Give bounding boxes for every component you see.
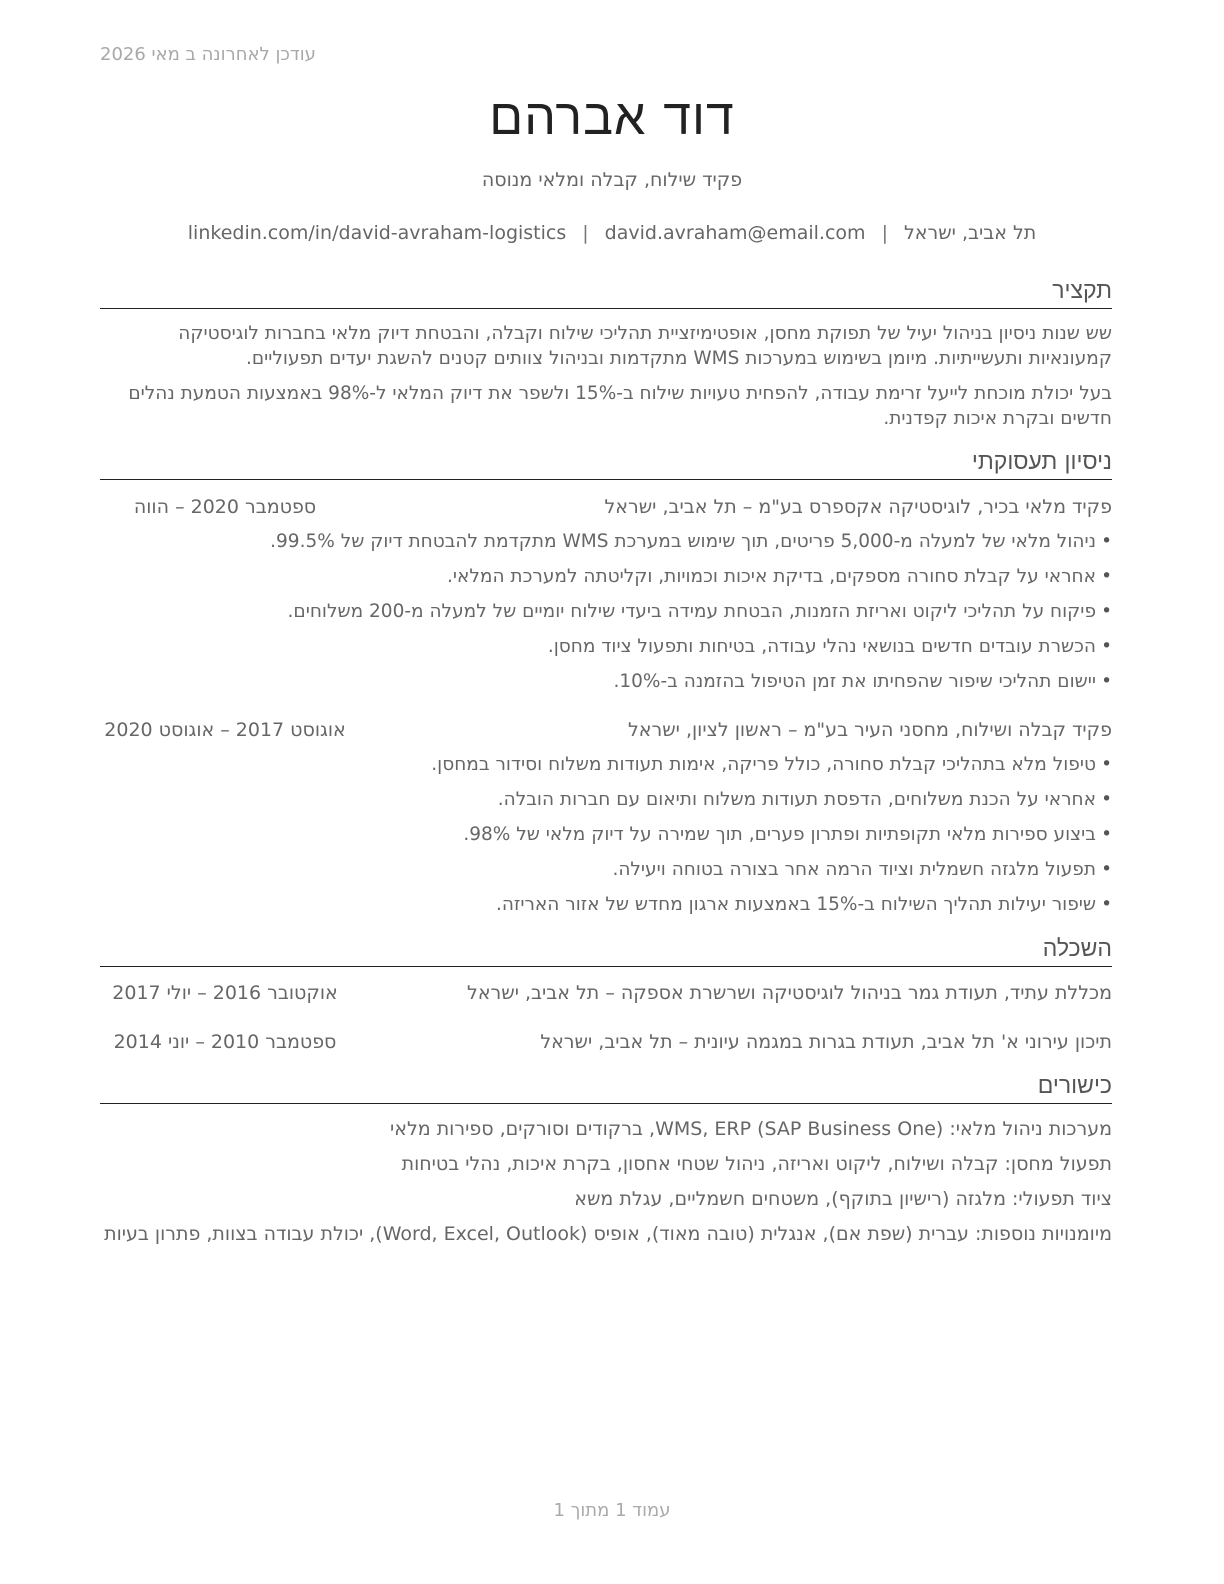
job-entry — [100, 717, 1112, 922]
job-bullet: • פיקוח על תהליכי ליקוט ואריזת הזמנות, הבטחת עמידה ביעדי שילוח יומיים של למעלה מ-200 משלוחים. — [100, 594, 1112, 629]
skills-list — [100, 1112, 1112, 1252]
email-link[interactable]: david.avraham@email.com — [604, 222, 866, 244]
education-text: מכללת עתיד, תעודת גמר בניהול לוגיסטיקה ושרשרת אספקה – תל אביב, ישראל — [467, 982, 1112, 1004]
job-dates: ספטמבר 2020 – הווה — [133, 496, 317, 518]
job-bullet: • יישום תהליכי שיפור שהפחיתו את זמן הטיפול בהזמנה ב-10%. — [100, 664, 1112, 699]
candidate-name: דוד אברהם — [489, 88, 735, 146]
job-dates: אוגוסט 2017 – אוגוסט 2020 — [104, 719, 346, 741]
summary-paragraph: שש שנות ניסיון בניהול יעיל של תפוקת מחסן, אופטימיזציית תהליכי שילוח וקבלה, והבטחת דיוק מלאי בחברות לוגיסטיקה קמעונאיות ותעשייתיות. מיומן בשימוש במערכות WMS מתקדמות ובניהול צוותים קטנים להשגת יעדים תפעוליים. — [178, 323, 1112, 369]
education-entry — [100, 1029, 1112, 1055]
education-text: תיכון עירוני א' תל אביב, תעודת בגרות במגמה עיונית – תל אביב, ישראל — [540, 1031, 1112, 1053]
location-text: תל אביב, ישראל — [903, 222, 1037, 244]
job-bullet: • שיפור יעילות תהליך השילוח ב-15% באמצעות ארגון מחדש של אזור האריזה. — [100, 887, 1112, 922]
separator: | — [582, 222, 589, 244]
last-updated-note: עודכן לאחרונה ב מאי 2026 — [100, 44, 316, 65]
section-title-skills: כישורים — [100, 1071, 1112, 1104]
job-bullet: • אחראי על קבלת סחורה מספקים, בדיקת איכות וכמויות, וקליטתה למערכת המלאי. — [100, 559, 1112, 594]
job-bullet: • ביצוע ספירות מלאי תקופתיות ופתרון פערים, תוך שמירה על דיוק מלאי של 98%. — [100, 817, 1112, 852]
summary-paragraph: בעל יכולת מוכחת לייעל זרימת עבודה, להפחית טעויות שילוח ב-15% ולשפר את דיוק המלאי ל-98% באמצעות הטמעת נהלים חדשים ובקרת איכות קפדנית. — [128, 383, 1112, 429]
separator: | — [881, 222, 888, 244]
skill-line: מערכות ניהול מלאי: WMS, ERP (SAP Business One), ברקודים וסורקים, ספירות מלאי — [390, 1118, 1112, 1140]
job-bullet: • אחראי על הכנת משלוחים, הדפסת תעודות משלוח ותיאום עם חברות הובלה. — [100, 782, 1112, 817]
job-role: פקיד קבלה ושילוח, מחסני העיר בע"מ – ראשון לציון, ישראל — [627, 719, 1112, 741]
job-header — [100, 494, 1112, 520]
page-number: עמוד 1 מתוך 1 — [553, 1500, 671, 1521]
job-role: פקיד מלאי בכיר, לוגיסטיקה אקספרס בע"מ – תל אביב, ישראל — [604, 496, 1112, 518]
job-header — [100, 717, 1112, 743]
education-dates: אוקטובר 2016 – יולי 2017 — [112, 982, 338, 1004]
job-bullets — [100, 524, 1112, 699]
section-title-experience: ניסיון תעסוקתי — [100, 447, 1112, 480]
experience-section — [100, 447, 1112, 922]
section-title-education: השכלה — [100, 934, 1112, 967]
education-section — [100, 934, 1112, 1055]
skills-section — [100, 1071, 1112, 1252]
skill-line: מיומנויות נוספות: עברית (שפת אם), אנגלית (טובה מאוד), אופיס (Word, Excel, Outlook), יכולת עבודה בצוות, פתרון בעיות — [104, 1223, 1112, 1245]
job-bullet: • ניהול מלאי של למעלה מ-5,000 פריטים, תוך שימוש במערכת WMS מתקדמת להבטחת דיוק של 99.5%. — [100, 524, 1112, 559]
job-bullet: • הכשרת עובדים חדשים בנושאי נהלי עבודה, בטיחות ותפעול ציוד מחסן. — [100, 629, 1112, 664]
skill-line: ציוד תפעולי: מלגזה (רישיון בתוקף), משטחים חשמליים, עגלת משא — [574, 1188, 1112, 1210]
skill-line: תפעול מחסן: קבלה ושילוח, ליקוט ואריזה, ניהול שטחי אחסון, בקרת איכות, נהלי בטיחות — [401, 1153, 1112, 1175]
contact-line — [0, 222, 1224, 244]
job-bullet: • תפעול מלגזה חשמלית וציוד הרמה אחר בצורה בטוחה ויעילה. — [100, 852, 1112, 887]
summary-section — [100, 276, 1112, 431]
linkedin-link[interactable]: linkedin.com/in/david-avraham-logistics — [187, 222, 567, 244]
section-title-summary: תקציר — [100, 276, 1112, 309]
education-entry — [100, 980, 1112, 1006]
job-bullets — [100, 747, 1112, 922]
job-bullet: • טיפול מלא בתהליכי קבלת סחורה, כולל פריקה, אימות תעודות משלוח וסידור במחסן. — [100, 747, 1112, 782]
candidate-title: פקיד שילוח, קבלה ומלאי מנוסה — [481, 169, 743, 191]
education-dates: ספטמבר 2010 – יוני 2014 — [113, 1031, 337, 1053]
job-entry — [100, 494, 1112, 699]
resume-content — [100, 276, 1112, 1252]
